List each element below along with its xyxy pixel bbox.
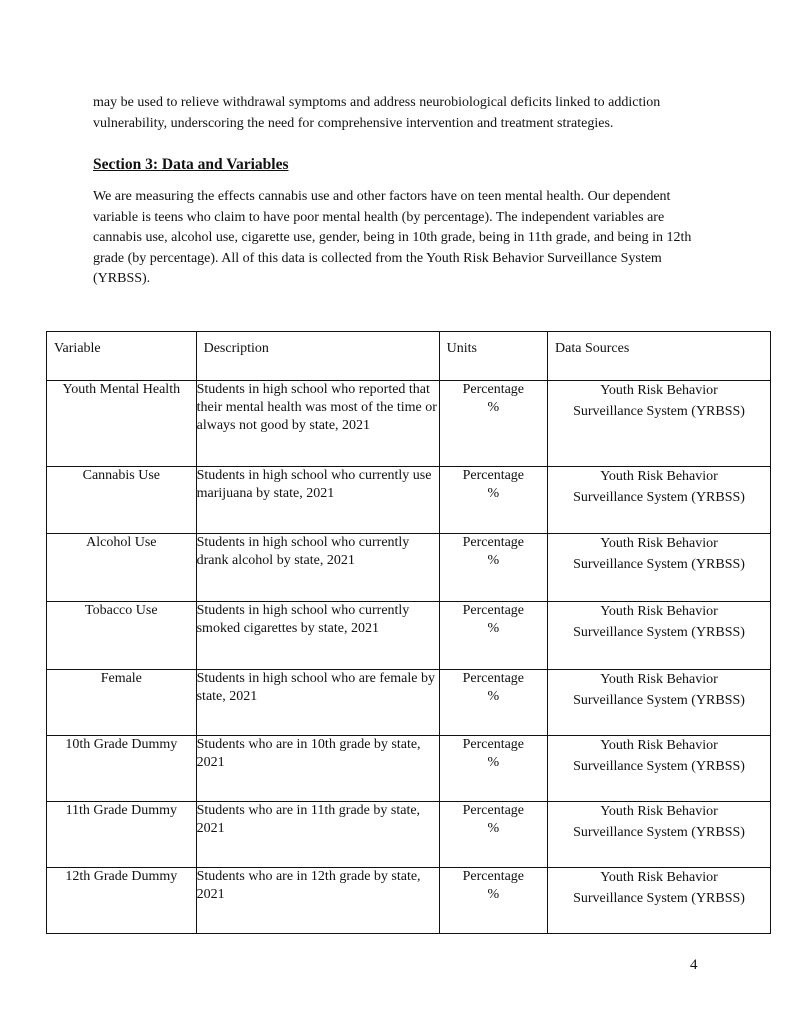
units-label: Percentage: [462, 869, 525, 884]
table-row: [47, 534, 771, 602]
units-cell: [439, 467, 547, 534]
source-line: Youth Risk Behavior: [600, 804, 718, 819]
intro-paragraph: may be used to relieve withdrawal symptoms and address neurobiological deficits linked to addiction vulnerability, underscoring the need for comprehensive intervention and treatment strategies.: [93, 95, 661, 131]
units-symbol: %: [487, 486, 500, 501]
page-number: 4: [690, 957, 698, 973]
units-symbol: %: [487, 821, 500, 836]
units-cell: [439, 381, 547, 467]
source-line: Surveillance System (YRBSS): [573, 890, 745, 906]
source-line: Surveillance System (YRBSS): [573, 624, 745, 640]
description-cell: Students in high school who are female by state, 2021: [196, 670, 439, 736]
source-line: Youth Risk Behavior: [600, 383, 718, 398]
description-cell: Students who are in 12th grade by state, 2021: [196, 868, 439, 934]
variable-cell: Female: [47, 670, 197, 736]
source-line: Youth Risk Behavior: [600, 469, 718, 484]
units-cell: [439, 534, 547, 602]
description-cell: Students in high school who currently smoked cigarettes by state, 2021: [196, 602, 439, 670]
header-variable: Variable: [47, 332, 197, 381]
variable-cell: Tobacco Use: [47, 602, 197, 670]
table-row: [47, 381, 771, 467]
source-line: Youth Risk Behavior: [600, 604, 718, 619]
source-cell: [548, 602, 771, 670]
source-line: Youth Risk Behavior: [600, 870, 718, 885]
section-heading: Section 3: Data and Variables: [93, 156, 289, 173]
table-row: [47, 602, 771, 670]
units-symbol: %: [487, 621, 500, 636]
source-cell: [548, 534, 771, 602]
units-cell: [439, 602, 547, 670]
source-line: Surveillance System (YRBSS): [573, 824, 745, 840]
source-line: Surveillance System (YRBSS): [573, 403, 745, 419]
units-symbol: %: [487, 400, 500, 415]
variables-table: [46, 331, 771, 934]
variable-cell: Alcohol Use: [47, 534, 197, 602]
units-symbol: %: [487, 887, 500, 902]
units-label: Percentage: [462, 803, 525, 818]
source-cell: [548, 467, 771, 534]
units-cell: [439, 670, 547, 736]
units-label: Percentage: [462, 535, 525, 550]
section-paragraph: We are measuring the effects cannabis use and other factors have on teen mental health. Our dependent variable is teens who claim to have poor mental health (by percentage). The independent variables are cannabis use, alcohol use, cigarette use, gender, being in 10th grade, being in 11th grade, and being in 12th grade (by percentage). All of this data is collected from the Youth Risk Behavior Surveillance System (YRBSS).: [93, 189, 692, 286]
table-header-row: [47, 332, 771, 381]
table-row: [47, 467, 771, 534]
units-symbol: %: [487, 755, 500, 770]
variable-cell: Cannabis Use: [47, 467, 197, 534]
description-cell: Students who are in 11th grade by state, 2021: [196, 802, 439, 868]
description-cell: Students in high school who reported that their mental health was most of the time or always not good by state, 2021: [196, 381, 439, 467]
units-label: Percentage: [462, 671, 525, 686]
source-line: Surveillance System (YRBSS): [573, 692, 745, 708]
source-line: Surveillance System (YRBSS): [573, 556, 745, 572]
variable-cell: Youth Mental Health: [47, 381, 197, 467]
source-line: Youth Risk Behavior: [600, 738, 718, 753]
source-cell: [548, 736, 771, 802]
table-row: [47, 868, 771, 934]
variable-cell: 11th Grade Dummy: [47, 802, 197, 868]
variable-cell: 10th Grade Dummy: [47, 736, 197, 802]
units-symbol: %: [487, 689, 500, 704]
variable-cell: 12th Grade Dummy: [47, 868, 197, 934]
description-cell: Students in high school who currently use marijuana by state, 2021: [196, 467, 439, 534]
source-cell: [548, 381, 771, 467]
header-data-sources: Data Sources: [548, 332, 771, 381]
units-symbol: %: [487, 553, 500, 568]
description-cell: Students who are in 10th grade by state, 2021: [196, 736, 439, 802]
source-line: Youth Risk Behavior: [600, 672, 718, 687]
header-description: Description: [196, 332, 439, 381]
source-line: Surveillance System (YRBSS): [573, 758, 745, 774]
header-units: Units: [439, 332, 547, 381]
description-cell: Students in high school who currently drank alcohol by state, 2021: [196, 534, 439, 602]
table-row: [47, 670, 771, 736]
units-label: Percentage: [462, 382, 525, 397]
source-line: Surveillance System (YRBSS): [573, 489, 745, 505]
units-cell: [439, 868, 547, 934]
table-row: [47, 802, 771, 868]
units-cell: [439, 736, 547, 802]
source-cell: [548, 802, 771, 868]
units-label: Percentage: [462, 603, 525, 618]
units-label: Percentage: [462, 468, 525, 483]
source-cell: [548, 670, 771, 736]
units-cell: [439, 802, 547, 868]
table-row: [47, 736, 771, 802]
source-line: Youth Risk Behavior: [600, 536, 718, 551]
units-label: Percentage: [462, 737, 525, 752]
source-cell: [548, 868, 771, 934]
